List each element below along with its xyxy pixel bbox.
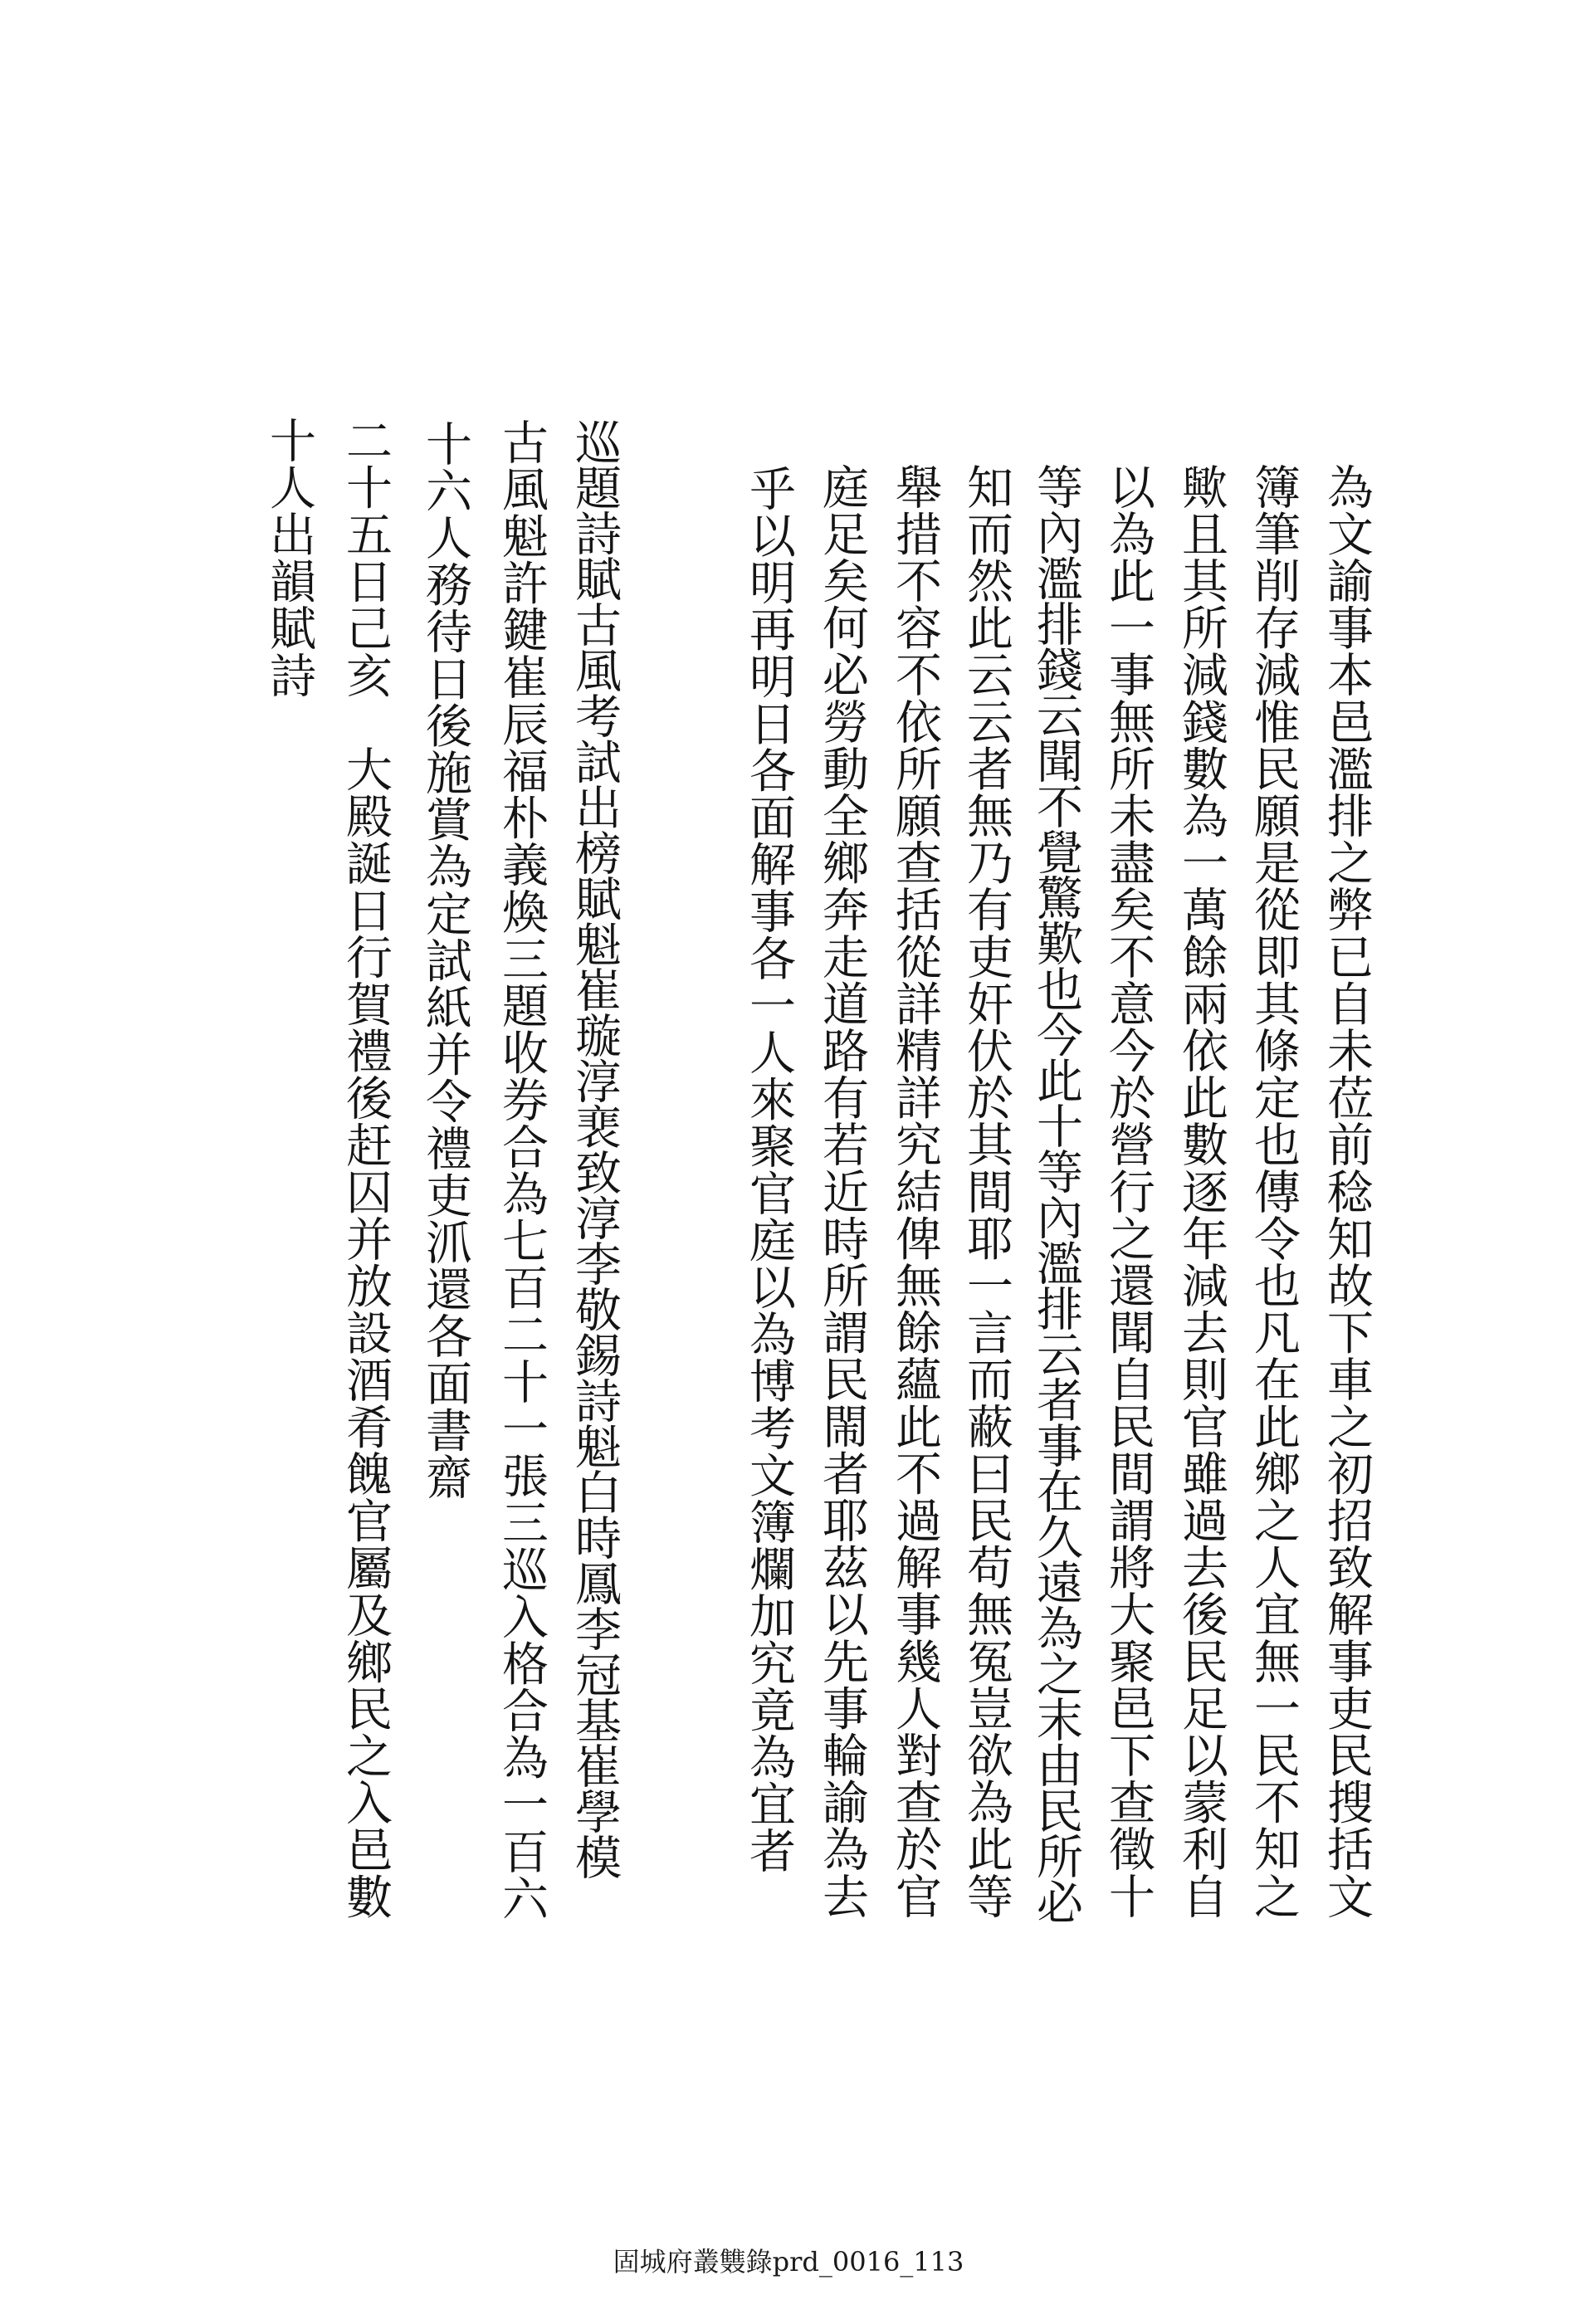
text-column-8: 庭足矣何必勞動全鄉奔走道路有若近時所謂民閙者耶茲以先事輪諭為去 xyxy=(815,463,869,1920)
text-column-9: 乎以明再明日各面解事各一人來聚官庭以為博考文簿爛加究竟為宜者 xyxy=(742,465,796,1874)
text-column-13: 二十五日己亥 大殿誕日行賀禮後赶囚并放設酒肴餽官屬及鄉民之入邑數 xyxy=(339,417,393,1921)
text-column-11: 古風魁許鍵崔辰福朴義煥三題收券合為七百二十一張三巡入格合為一百六 xyxy=(495,418,549,1922)
text-column-5: 等內濫排錢云聞不覺驚歎也今此十等內濫排云者事在久遠為之末由民所必 xyxy=(1029,463,1083,1924)
text-column-10: 巡題詩賦古風考試出榜賦魁崔璇淳裵致淳李敬錫詩魁白時鳳李冠基崔學模 xyxy=(568,418,622,1879)
page-footer-caption: 固城府叢䨇錄prd_0016_113 xyxy=(613,2246,964,2278)
text-column-1: 為文諭事本邑濫排之弊已自未莅前稔知故下車之初招致解事吏民搜括文 xyxy=(1320,463,1374,1920)
text-column-3: 歟且其所減錢數為一萬餘兩依此數逐年減去則官雖過去後民足以蒙利自 xyxy=(1174,463,1228,1920)
text-column-2: 簿筆削存減惟民願是從即其條定也傳令也凡在此鄉之人宜無一民不知之 xyxy=(1247,463,1301,1920)
text-column-7: 舉措不容不依所願查括從詳精詳究結俾無餘蘊此不過解事幾人對查於官 xyxy=(888,463,942,1920)
text-column-12: 十六人務待日後施賞為定試紙并令禮吏沠還各面書齋 xyxy=(418,420,472,1501)
text-column-14: 十人出韻賦詩 xyxy=(262,417,316,699)
text-column-6: 知而然此云云者無乃有吏奸伏於其間耶一言而蔽曰民苟無冤豈欲為此等 xyxy=(959,463,1013,1920)
text-column-4: 以為此一事無所未盡矣不意今於營行之還聞自民間謂將大聚邑下查徵十 xyxy=(1101,463,1155,1920)
